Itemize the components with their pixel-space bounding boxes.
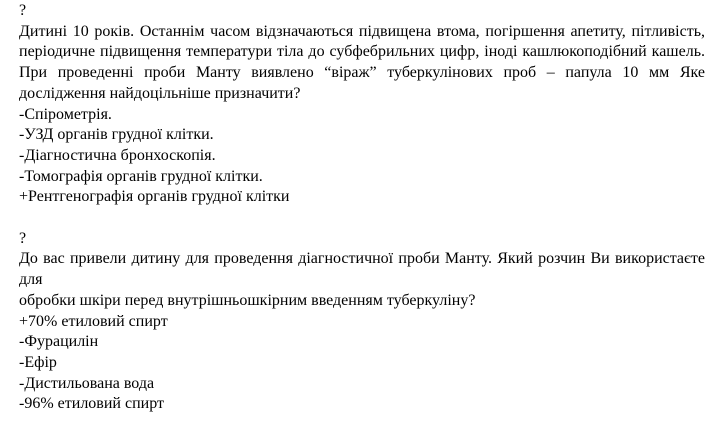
answer-option-correct: +Рентгенографія органів грудної клітки <box>19 188 290 206</box>
blank-line <box>19 208 705 229</box>
question-marker: ? <box>19 2 27 19</box>
answer-option: -Фурацилін <box>19 333 99 351</box>
question-stem-continued: обробки шкіри перед внутрішньошкірним введенням туберкуліну? <box>19 291 476 309</box>
answer-option: -Спірометрія. <box>19 105 112 123</box>
answer-option-correct: +70% етиловий спирт <box>19 312 168 330</box>
question-stem: Дитині 10 років. Останнім часом відзначаються підвищена втома, погіршення апетиту, пітливість, періодичне підвищення температури тіла до субфебрильних цифр, іноді кашлюкоподібний кашель. При проведенні проби Манту виявлено “віраж” туберкулінових проб – папула 10 мм Яке дослідження найдоцільніше призначити? <box>19 22 705 102</box>
question-marker: ? <box>19 229 27 247</box>
answer-option: -96% етиловий спирт <box>19 395 164 413</box>
answer-option: -Дистильована вода <box>19 374 155 392</box>
question-block-2 <box>19 229 705 415</box>
answer-option: -Діагностична бронхоскопія. <box>19 146 216 164</box>
answer-option: -Томографія органів грудної клітки. <box>19 167 263 185</box>
question-stem: До вас привели дитину для проведення діагностичної проби Манту. Який розчин Ви використаєте для <box>19 250 705 289</box>
answer-option: -Ефір <box>19 353 57 371</box>
question-block-1 <box>19 0 705 208</box>
answer-option: -УЗД органів грудної клітки. <box>19 126 214 144</box>
